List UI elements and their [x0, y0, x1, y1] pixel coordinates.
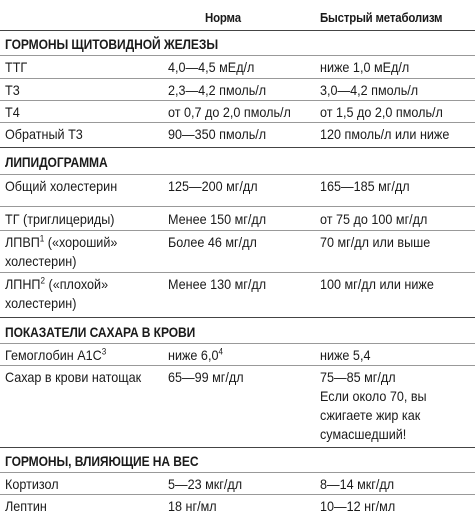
row-fast-line: сумасшедший!: [320, 426, 407, 442]
row-norm: от 0,7 до 2,0 пмоль/л: [168, 104, 291, 120]
section-divider: [0, 447, 475, 448]
row-norm: Менее 130 мг/дл: [168, 276, 267, 292]
row-norm: [168, 346, 223, 365]
row-norm: 18 нг/мл: [168, 498, 217, 514]
row-name: [5, 275, 108, 313]
row-name-part: ЛПВП: [5, 234, 40, 250]
divider: [0, 100, 475, 101]
row-fast: от 1,5 до 2,0 пмоль/л: [320, 104, 443, 120]
row-name: ТТГ: [5, 59, 28, 75]
row-name: [5, 346, 106, 365]
row-fast: ниже 1,0 мЕд/л: [320, 59, 410, 75]
row-norm: 125—200 мг/дл: [168, 178, 258, 194]
row-fast-line: сжигаете жир как: [320, 407, 421, 423]
header-fast: Быстрый метаболизм: [320, 10, 443, 25]
footnote-mark: 2: [40, 275, 46, 286]
footnote-mark: 3: [101, 346, 107, 357]
row-norm: Менее 150 мг/дл: [168, 211, 267, 227]
divider: [0, 55, 475, 56]
row-fast: 10—12 нг/мл: [320, 498, 396, 514]
table-header: [0, 6, 475, 28]
row-fast: 165—185 мг/дл: [320, 178, 410, 194]
row-name: Сахар в крови натощак: [5, 369, 142, 385]
row-name: Общий холестерин: [5, 178, 118, 194]
row-name: Кортизол: [5, 476, 59, 492]
divider: [0, 78, 475, 79]
row-name-part: ЛПНП: [5, 276, 41, 292]
row-fast: 70 мг/дл или выше: [320, 234, 431, 250]
row-name: Лептин: [5, 498, 47, 514]
divider: [0, 122, 475, 123]
row-name: Т3: [5, 82, 20, 98]
row-fast-line: Если около 70, вы: [320, 388, 427, 404]
section-divider: [0, 147, 475, 148]
row-name: [5, 233, 117, 271]
divider: [0, 174, 475, 175]
row-fast: 8—14 мкг/дл: [320, 476, 395, 492]
row-name-part: холестерин): [5, 253, 77, 269]
footnote-mark: 4: [218, 346, 223, 357]
row-fast-line: 75—85 мг/дл: [320, 369, 396, 385]
row-fast: 3,0—4,2 пмоль/л: [320, 82, 419, 98]
row-norm: 2,3—4,2 пмоль/л: [168, 82, 267, 98]
row-name-part: холестерин): [5, 295, 77, 311]
row-name: Т4: [5, 104, 20, 120]
section-title-lipid: ЛИПИДОГРАММА: [5, 154, 108, 170]
header-divider: [0, 30, 475, 31]
row-norm: Более 46 мг/дл: [168, 234, 257, 250]
row-norm: 4,0—4,5 мЕд/л: [168, 59, 255, 75]
row-norm: 90—350 пмоль/л: [168, 126, 267, 142]
divider: [0, 230, 475, 231]
section-title-thyroid: ГОРМОНЫ ЩИТОВИДНОЙ ЖЕЛЕЗЫ: [5, 36, 219, 52]
row-name-part: («хороший»: [44, 234, 118, 250]
row-norm: 65—99 мг/дл: [168, 369, 244, 385]
row-fast: ниже 5,4: [320, 347, 371, 363]
row-norm: 5—23 мкг/дл: [168, 476, 243, 492]
divider: [0, 472, 475, 473]
row-name: Обратный Т3: [5, 126, 83, 142]
header-norm: Норма: [205, 10, 241, 25]
divider: [0, 494, 475, 495]
divider: [0, 206, 475, 207]
footnote-mark: 1: [39, 233, 45, 244]
row-norm-value: ниже 6,0: [168, 347, 219, 363]
divider: [0, 272, 475, 273]
divider: [0, 343, 475, 344]
row-fast: [320, 368, 427, 444]
divider: [0, 365, 475, 366]
row-fast: 100 мг/дл или ниже: [320, 276, 434, 292]
section-title-sugar: ПОКАЗАТЕЛИ САХАРА В КРОВИ: [5, 324, 196, 340]
row-name-part: («плохой»: [45, 276, 109, 292]
row-fast: 120 пмоль/л или ниже: [320, 126, 450, 142]
row-fast: от 75 до 100 мг/дл: [320, 211, 428, 227]
row-name-part: Гемоглобин А1С: [5, 347, 102, 363]
row-name: ТГ (триглицериды): [5, 211, 115, 227]
section-divider: [0, 317, 475, 318]
section-title-weight: ГОРМОНЫ, ВЛИЯЮЩИЕ НА ВЕС: [5, 453, 199, 469]
